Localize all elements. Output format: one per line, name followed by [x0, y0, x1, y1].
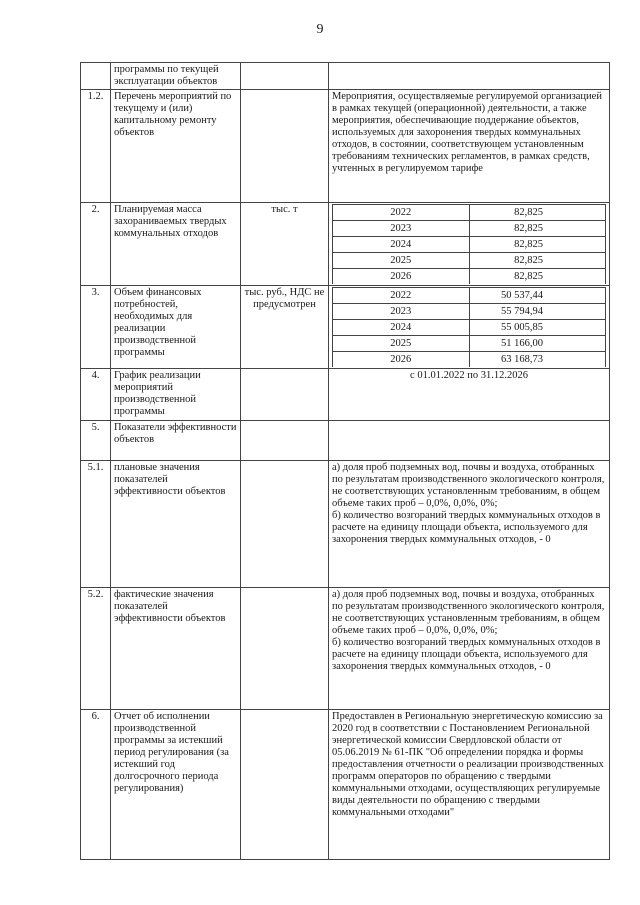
value-cell: 82,825	[469, 269, 606, 285]
year-row	[333, 320, 606, 336]
row-title: Отчет об исполнении производственной программы за истекший период регулирования (за истекший год долгосрочного периода регулирования)	[111, 710, 241, 860]
row-content	[329, 588, 610, 710]
row-title: фактические значения показателей эффективности объектов	[111, 588, 241, 710]
year-cell: 2025	[333, 336, 470, 352]
row-title: Планируемая масса захораниваемых твердых коммунальных отходов	[111, 203, 241, 286]
year-row	[333, 253, 606, 269]
row-number	[81, 63, 111, 90]
table-row	[81, 286, 610, 369]
year-cell: 2025	[333, 253, 470, 269]
row-content: с 01.01.2022 по 31.12.2026	[329, 369, 610, 421]
row-unit: тыс. т	[241, 203, 329, 286]
year-cell: 2024	[333, 237, 470, 253]
row-content	[329, 286, 610, 369]
planned-indicator-a: а) доля проб подземных вод, почвы и воздуха, отобранных по результатам производственного экологического контроля, не соответствующих установленным требованиям, в общем объеме таких проб – 0,0%, 0,0%, 0%;	[332, 462, 605, 509]
value-cell: 82,825	[469, 205, 606, 221]
table-row	[81, 421, 610, 461]
year-row	[333, 237, 606, 253]
year-cell: 2026	[333, 352, 470, 368]
value-cell: 82,825	[469, 221, 606, 237]
row-content	[329, 63, 610, 90]
row-title: График реализации мероприятий производственной программы	[111, 369, 241, 421]
row-content	[329, 461, 610, 588]
value-cell: 55 005,85	[469, 320, 606, 336]
year-cell: 2022	[333, 205, 470, 221]
row-number: 4.	[81, 369, 111, 421]
table-row	[81, 369, 610, 421]
table-row	[81, 90, 610, 203]
year-row	[333, 288, 606, 304]
mass-by-year-table	[332, 204, 606, 284]
production-program-table	[80, 62, 610, 860]
value-cell: 50 537,44	[469, 288, 606, 304]
table-row	[81, 461, 610, 588]
year-cell: 2023	[333, 221, 470, 237]
value-cell: 51 166,00	[469, 336, 606, 352]
year-row	[333, 352, 606, 368]
year-cell: 2024	[333, 320, 470, 336]
row-unit: тыс. руб., НДС не предусмотрен	[241, 286, 329, 369]
row-unit	[241, 63, 329, 90]
planned-indicator-b: б) количество возгораний твердых коммунальных отходов в расчете на единицу площади объекта, используемого для захоронения твердых коммунальных отходов, - 0	[332, 510, 601, 545]
year-cell: 2026	[333, 269, 470, 285]
year-cell: 2022	[333, 288, 470, 304]
year-cell: 2023	[333, 304, 470, 320]
row-unit	[241, 90, 329, 203]
table-row	[81, 588, 610, 710]
page-number: 9	[316, 22, 324, 37]
row-unit	[241, 461, 329, 588]
row-number: 3.	[81, 286, 111, 369]
row-number: 2.	[81, 203, 111, 286]
finance-by-year-table	[332, 287, 606, 367]
row-unit	[241, 421, 329, 461]
row-title: программы по текущей эксплуатации объектов	[111, 63, 241, 90]
row-unit	[241, 588, 329, 710]
year-row	[333, 221, 606, 237]
row-unit	[241, 369, 329, 421]
row-content	[329, 203, 610, 286]
table-row	[81, 63, 610, 90]
row-number: 5.	[81, 421, 111, 461]
row-content: Предоставлен в Региональную энергетическую комиссию за 2020 год в соответствии с Постановлением Региональной энергетической комиссии Свердловской области от 05.06.2019 № 61-ПК "Об определении порядка и формы предоставления отчетности о реализации производственных программ операторов по обращению с твердыми коммунальными отходами, осуществляющих регулируемые виды деятельности по обращению с твердыми коммунальными отходами"	[329, 710, 610, 860]
row-content	[329, 421, 610, 461]
value-cell: 63 168,73	[469, 352, 606, 368]
year-row	[333, 336, 606, 352]
row-content: Мероприятия, осуществляемые регулируемой организацией в рамках текущей (операционной) деятельности, а также мероприятия, обеспечивающие поддержание объектов, используемых для захоронения твердых коммунальных отходов, в состоянии, соответствующем установленным требованиям технических регламентов, в рамках средств, учтенных в регулируемом тарифе	[329, 90, 610, 203]
row-number: 5.1.	[81, 461, 111, 588]
row-title: Показатели эффективности объектов	[111, 421, 241, 461]
row-number: 6.	[81, 710, 111, 860]
row-title: Объем финансовых потребностей, необходимых для реализации производственной программы	[111, 286, 241, 369]
row-number: 5.2.	[81, 588, 111, 710]
year-row	[333, 304, 606, 320]
year-row	[333, 269, 606, 285]
value-cell: 82,825	[469, 237, 606, 253]
row-unit	[241, 710, 329, 860]
row-title: плановые значения показателей эффективности объектов	[111, 461, 241, 588]
row-number: 1.2.	[81, 90, 111, 203]
table-row	[81, 203, 610, 286]
actual-indicator-a: а) доля проб подземных вод, почвы и воздуха, отобранных по результатам производственного экологического контроля, не соответствующих установленным требованиям, в общем объеме таких проб – 0,0%, 0,0%, 0%;	[332, 589, 605, 636]
table-row	[81, 710, 610, 860]
value-cell: 82,825	[469, 253, 606, 269]
value-cell: 55 794,94	[469, 304, 606, 320]
row-title: Перечень мероприятий по текущему и (или) капитальному ремонту объектов	[111, 90, 241, 203]
year-row	[333, 205, 606, 221]
actual-indicator-b: б) количество возгораний твердых коммунальных отходов в расчете на единицу площади объекта, используемого для захоронения твердых коммунальных отходов, - 0	[332, 637, 601, 672]
